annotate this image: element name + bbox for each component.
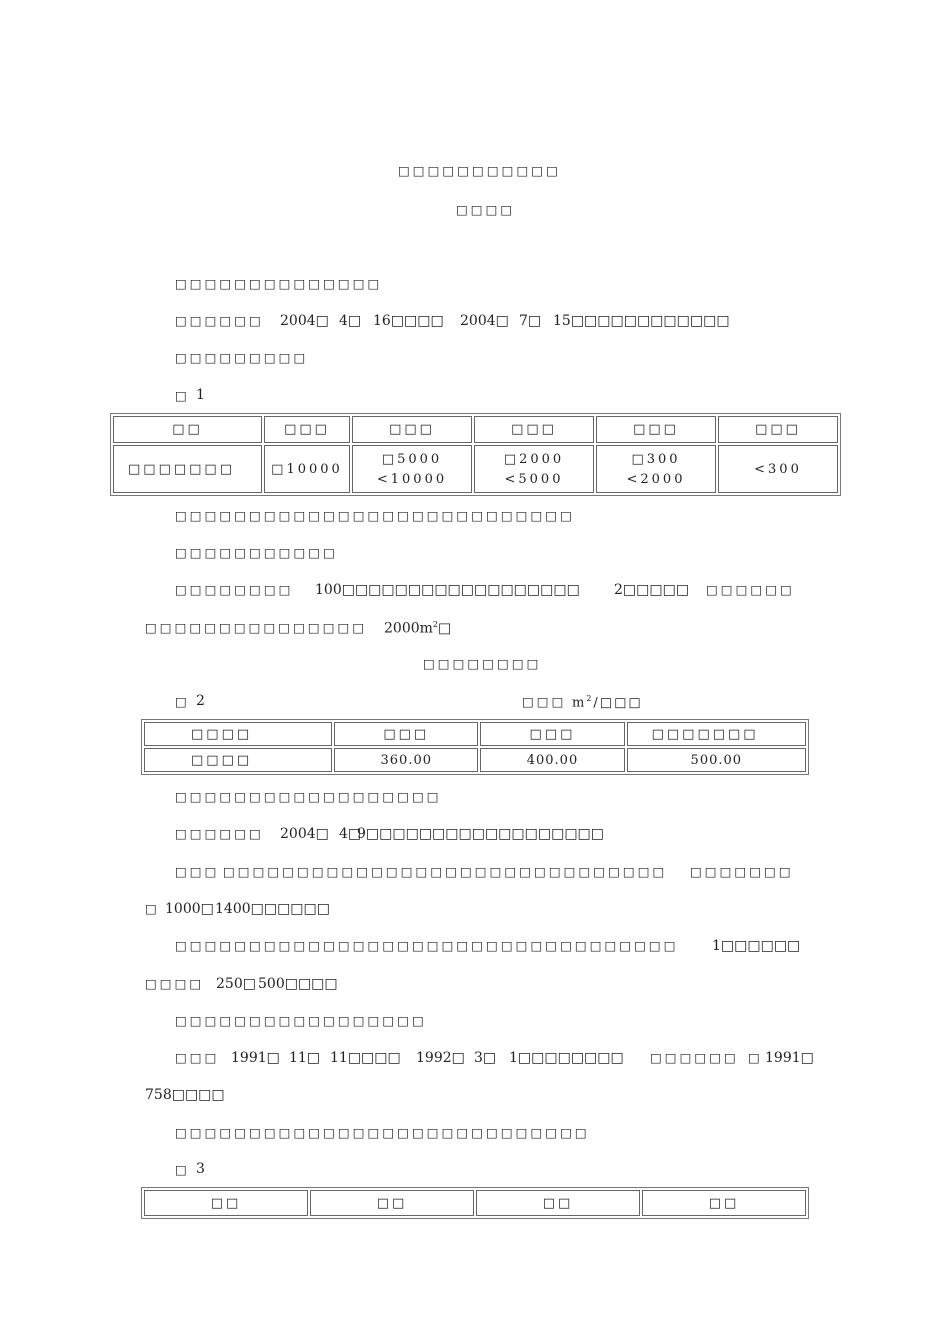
table-number: 2	[196, 693, 205, 709]
paragraph-text: 1□□□□□□	[712, 938, 801, 954]
paragraph-text: □□□□□□	[175, 826, 264, 841]
table-3	[141, 1187, 809, 1219]
range-value: 500□□□□	[258, 976, 338, 992]
paragraph-text: □□□□□□□	[690, 864, 794, 879]
area-value: $2000m^2□$	[384, 620, 452, 637]
table-cell: 360.00	[334, 748, 478, 772]
table-header-cell: □□	[642, 1190, 806, 1216]
table-number: 1	[196, 387, 205, 403]
paragraph: □□□□□□□□□□□	[175, 545, 338, 560]
table-heading: □□□□□□□□	[423, 656, 542, 671]
table-header-cell: □□□	[596, 416, 716, 443]
paragraph-text: 2□□□□□	[614, 582, 690, 598]
date-day: 1□□□□□□□□	[509, 1050, 624, 1066]
date-year: 1991□	[765, 1050, 814, 1066]
date-year: 2004□	[280, 826, 329, 842]
table-header-cell: □□□	[718, 416, 838, 443]
table-cell: □2000 <5000	[474, 445, 594, 493]
table-row-label: □□□□□□□	[113, 445, 262, 493]
paragraph-text: □□□□□□□□□□□□□□□□□□□□□□□□□□□□□□□□□□	[175, 938, 679, 953]
date-month: 4□	[339, 313, 362, 329]
date-year: 1992□	[416, 1050, 465, 1066]
unit-value: $m^2/□□□$	[572, 694, 643, 711]
table-header-cell: □□□□	[144, 722, 332, 746]
date-year: 2004□	[460, 313, 509, 329]
table-1	[110, 413, 841, 496]
table-header-cell: □□□	[352, 416, 472, 443]
paragraph-text: □□□□	[145, 976, 205, 991]
paragraph-text: 100□□□□□□□□□□□□□□□□□□	[315, 582, 580, 598]
table-header-cell: □□□	[480, 722, 624, 746]
paragraph-text: □□□□□□□□□□□□□□□	[145, 620, 368, 635]
table-cell: □5000 <10000	[352, 445, 472, 493]
date-day: 15□□□□□□□□□□□□	[553, 313, 730, 329]
table-header-cell: □□□	[264, 416, 350, 443]
date-day: 16□□□□	[373, 313, 444, 329]
range-value: 250□	[216, 976, 256, 992]
paragraph-text: □	[748, 1050, 763, 1065]
date-day: 11□□□□	[330, 1050, 401, 1066]
table-header-cell: □□□□□□□	[627, 722, 806, 746]
table-cell: <300	[718, 445, 838, 493]
paragraph-text: □□□□□□□□	[175, 582, 294, 597]
table-header-cell: □□□	[474, 416, 594, 443]
table-header-row	[144, 722, 806, 746]
table-cell: 400.00	[480, 748, 624, 772]
paragraph-text: □□□	[175, 1050, 220, 1065]
paragraph-text: 758□□□□	[145, 1087, 225, 1103]
table-cell: □10000	[264, 445, 350, 493]
table-header-cell: □□□	[334, 722, 478, 746]
paragraph-text: □□□□□□□□□□□□□□□□□□□□□□□□□□□□□□	[223, 864, 668, 879]
table-header-cell: □□	[144, 1190, 308, 1216]
table-row	[113, 445, 838, 493]
unit-label: □□□	[522, 694, 567, 709]
table-cell: 500.00	[627, 748, 806, 772]
table-header-row	[144, 1190, 806, 1216]
table-header-cell: □□	[476, 1190, 640, 1216]
date-month: 11□	[289, 1050, 321, 1066]
paragraph-text: □□□□□□	[175, 313, 264, 328]
date-day: 9□□□□□□□□□□□□□□□□□□	[357, 826, 605, 842]
range-value: 1400□□□□□□	[215, 901, 330, 917]
paragraph: □□□□□□□□□□□□□□	[175, 276, 383, 291]
date-year: 2004□	[280, 313, 329, 329]
table-label: □	[175, 388, 190, 403]
paragraph-text: □□□□□□	[650, 1050, 739, 1065]
date-month: 3□	[474, 1050, 497, 1066]
table-cell: □300 <2000	[596, 445, 716, 493]
table-label: □	[175, 1162, 190, 1177]
date-month: 7□	[519, 313, 542, 329]
table-header-cell: □□	[113, 416, 262, 443]
paragraph-text: □□□	[175, 864, 220, 879]
paragraph-text: □□□□□□	[706, 582, 795, 597]
range-value: 1000□	[165, 901, 214, 917]
table-2	[141, 719, 809, 775]
table-header-row	[113, 416, 838, 443]
date-year: 1991□	[231, 1050, 280, 1066]
paragraph: □□□□□□□□□□□□□□□□□□□□□□□□□□□□	[175, 1125, 590, 1140]
paragraph: □□□□□□□□□□□□□□□□□	[175, 1013, 427, 1028]
table-row	[144, 748, 806, 772]
table-number: 3	[196, 1161, 205, 1177]
document-subtitle: □□□□	[456, 202, 516, 217]
paragraph: □□□□□□□□□	[175, 350, 309, 365]
paragraph: □□□□□□□□□□□□□□□□□□□□□□□□□□□	[175, 508, 575, 523]
table-row-label: □□□□	[144, 748, 332, 772]
paragraph: □□□□□□□□□□□□□□□□□□	[175, 789, 442, 804]
table-header-cell: □□	[310, 1190, 474, 1216]
table-label: □	[175, 694, 190, 709]
paragraph-text: □	[145, 901, 160, 916]
document-title: □□□□□□□□□□□	[398, 163, 561, 178]
date-month: 4□	[339, 826, 362, 842]
